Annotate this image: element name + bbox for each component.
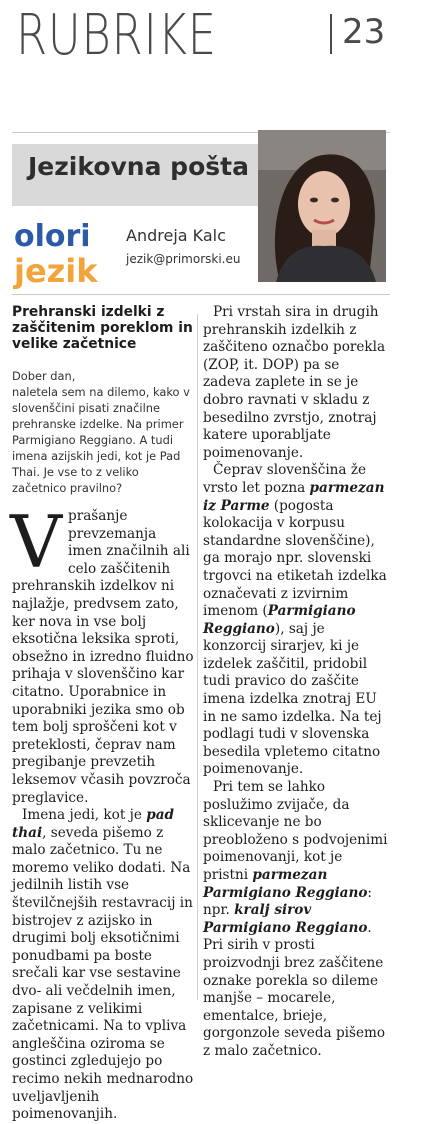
p4-text-c: ), saj je konzorcij sirarjev, ki je izdelek zaščitil, pridobil tudi pravico do zaščite imena izdelka znotraj EU in ne samo izdelka. Na tej podlagi tudi v slovenska besedila vpletemo citatno poimenovanje. [203, 620, 382, 778]
reader-letter [12, 368, 194, 496]
answer-paragraph-1 [10, 500, 194, 807]
author-photo [258, 130, 386, 282]
p5-text-a: Pri tem se lahko poslužimo zvijače, da sklicevanje ne bo preobloženo s podvojenimi poimenovanji, kot je pristni [203, 779, 388, 883]
answer-body [10, 500, 194, 1124]
answer-paragraph-4 [203, 462, 389, 779]
header-divider [330, 14, 332, 54]
p2-text-a: Imena jedi, kot je [22, 807, 147, 824]
article-column-1 [12, 304, 194, 1124]
p5-text-b: : npr. [203, 884, 373, 919]
term-parmezan: parmezan iz Parme [203, 479, 385, 514]
p2-text-b: , seveda pišemo z malo začetnico. Tu ne moremo veliko dodati. Na jedilnih listih vse številčnejših restavracij in bistrojev z azijsko in drugimi bolj eksotičnimi ponudbami pa boste srečali kar vse sestavine dvo- ali večdelnih imen, zapisane z velikimi začetnicami. Na to vpliva angleščina oziroma se gostinci zgledujejo po recimo nekih mednarodno uveljavljenih poimenovanjih. [12, 824, 194, 1123]
logo-text-line2: jezik [14, 252, 98, 290]
author-email: jezik@primorski.eu [126, 252, 241, 266]
author-name: Andreja Kalc [126, 226, 226, 245]
logo-text-line1: olori [14, 219, 91, 254]
term-kralj-sirov: kralj sirov Parmigiano Reggiano [203, 902, 368, 936]
answer-paragraph-5 [203, 779, 389, 1061]
answer-paragraph-2 [12, 807, 194, 1124]
page-header [0, 0, 431, 70]
letter-question: naletela sem na dilemo, kako v slovenščini pisati značilne prehranske izdelke. Na primer Parmigiano Reggiano. A tudi imena azijskih jedi, kot je Pad Thai. Je vse to z veliko začetnico pravilno? [12, 385, 190, 495]
drop-cap: V [10, 500, 62, 584]
letter-greeting: Dober dan, [12, 369, 76, 383]
term-pad-thai: pad thai [12, 807, 175, 841]
p1-text: prašanje prevzemanja imen značilnih ali celo zaščitenih prehranskih izdelkov ni najlažje, predvsem zato, ker nova in vse bolj eksotična leksika sproti, obsežno in izredno fluidno prihaja v slovenščino kar citatno. Uporabnice in uporabniki jezika smo ob tem bolj sproščeni kot v preteklosti, čeprav nam pregibanje prevzetih leksemov včasih povzroča preglavice. [12, 508, 194, 806]
column-logo [12, 216, 112, 292]
section-title: RUBRIKE [16, 3, 217, 68]
p4-text-b: (pogosta kolokacija v korpusu standardne slovenščine), ga morajo npr. slovenski trgovci na etiketah izdelka označevati z izvirnim imenom ( [203, 497, 387, 620]
term-parmezan-parmigiano: parmezan Parmigiano Reggiano [203, 867, 368, 901]
column-title: Jezikovna pošta [28, 152, 249, 181]
term-parmigiano: Parmigiano Reggiano [203, 603, 356, 637]
p4-text-a: Čeprav slovenščina že vrsto let pozna [203, 462, 367, 496]
article-column-2 [203, 304, 389, 1061]
header-bottom-rule [12, 294, 390, 295]
article-headline: Prehranski izdelki z zaščitenim poreklom in velike začetnice [12, 304, 193, 352]
answer-paragraph-3: Pri vrstah sira in drugih prehranskih izdelkih z zaščiteno označbo porekla (ZOP, it. DOP) pa se zadeva zaplete in se je dobro ravnati v skladu z besedilno zvrstjo, znotraj katere uporabljate poimenovanje. [203, 304, 386, 461]
column-divider [197, 314, 198, 1000]
page-number: 23 [342, 12, 386, 52]
p5-text-c: . Pri sirih v prosti proizvodnji brez zaščitene oznake porekla so dileme manjše – mocarele, ementalce, brieje, gorgonzole seveda pišemo z malo začetnico. [203, 919, 386, 1059]
